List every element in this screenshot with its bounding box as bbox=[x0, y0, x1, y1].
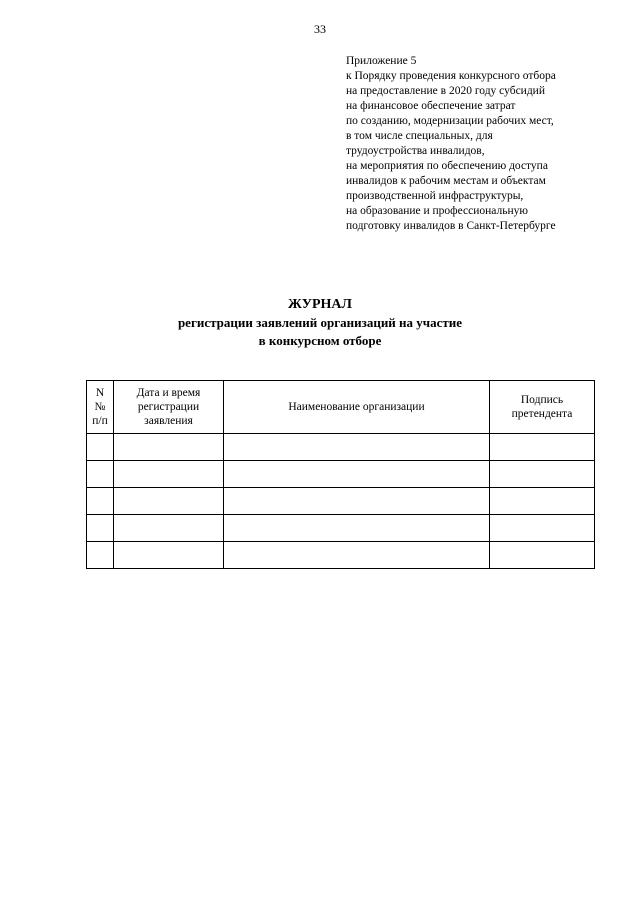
cell-number bbox=[87, 515, 114, 542]
header-organization-name: Наименование организации bbox=[224, 381, 490, 434]
cell-number bbox=[87, 461, 114, 488]
appendix-line: на образование и профессиональную bbox=[346, 205, 528, 217]
document-title bbox=[0, 296, 640, 350]
title-main: ЖУРНАЛ bbox=[288, 297, 352, 312]
appendix-line: производственной инфраструктуры, bbox=[346, 190, 524, 202]
appendix-line: инвалидов к рабочим местам и объектам bbox=[346, 175, 546, 187]
appendix-line: трудоустройства инвалидов, bbox=[346, 145, 485, 157]
title-line-2: регистрации заявлений организаций на участие bbox=[177, 315, 463, 330]
appendix-line: в том числе специальных, для bbox=[346, 130, 493, 142]
cell-signature bbox=[490, 515, 595, 542]
page-number: 33 bbox=[314, 22, 326, 36]
header-number bbox=[87, 381, 114, 434]
table-row bbox=[87, 542, 595, 569]
table-row bbox=[87, 488, 595, 515]
cell-date bbox=[114, 488, 224, 515]
title-line-3: в конкурсном отборе bbox=[258, 333, 382, 348]
cell-organization-name bbox=[224, 542, 490, 569]
cell-signature bbox=[490, 434, 595, 461]
cell-number bbox=[87, 488, 114, 515]
header-date-line: заявления bbox=[144, 415, 193, 427]
header-date-line: регистрации bbox=[137, 401, 200, 413]
cell-signature bbox=[490, 461, 595, 488]
header-signature bbox=[490, 381, 595, 434]
cell-signature bbox=[490, 488, 595, 515]
cell-organization-name bbox=[224, 515, 490, 542]
appendix-line: на мероприятия по обеспечению доступа bbox=[346, 160, 548, 172]
cell-date bbox=[114, 461, 224, 488]
appendix-header bbox=[346, 54, 636, 234]
header-number-line: N bbox=[95, 387, 105, 399]
table-row bbox=[87, 515, 595, 542]
cell-date bbox=[114, 515, 224, 542]
header-number-line: № bbox=[94, 401, 106, 413]
header-signature-line: Подпись bbox=[520, 394, 564, 406]
cell-number bbox=[87, 542, 114, 569]
header-signature-line: претендента bbox=[511, 408, 573, 420]
table-header-row bbox=[87, 381, 595, 434]
table-row bbox=[87, 461, 595, 488]
cell-number bbox=[87, 434, 114, 461]
header-date bbox=[114, 381, 224, 434]
appendix-line: Приложение 5 bbox=[346, 55, 417, 67]
appendix-line: на предоставление в 2020 году субсидий bbox=[346, 85, 545, 97]
header-number-line: п/п bbox=[92, 415, 108, 427]
cell-signature bbox=[490, 542, 595, 569]
cell-organization-name bbox=[224, 488, 490, 515]
table-row bbox=[87, 434, 595, 461]
appendix-line: на финансовое обеспечение затрат bbox=[346, 100, 516, 112]
header-date-line: Дата и время bbox=[136, 387, 201, 399]
appendix-line: подготовку инвалидов в Санкт-Петербурге bbox=[346, 220, 556, 232]
appendix-line: по созданию, модернизации рабочих мест, bbox=[346, 115, 554, 127]
registration-journal-table bbox=[86, 380, 595, 569]
cell-organization-name bbox=[224, 434, 490, 461]
cell-date bbox=[114, 542, 224, 569]
appendix-line: к Порядку проведения конкурсного отбора bbox=[346, 70, 556, 82]
cell-date bbox=[114, 434, 224, 461]
cell-organization-name bbox=[224, 461, 490, 488]
